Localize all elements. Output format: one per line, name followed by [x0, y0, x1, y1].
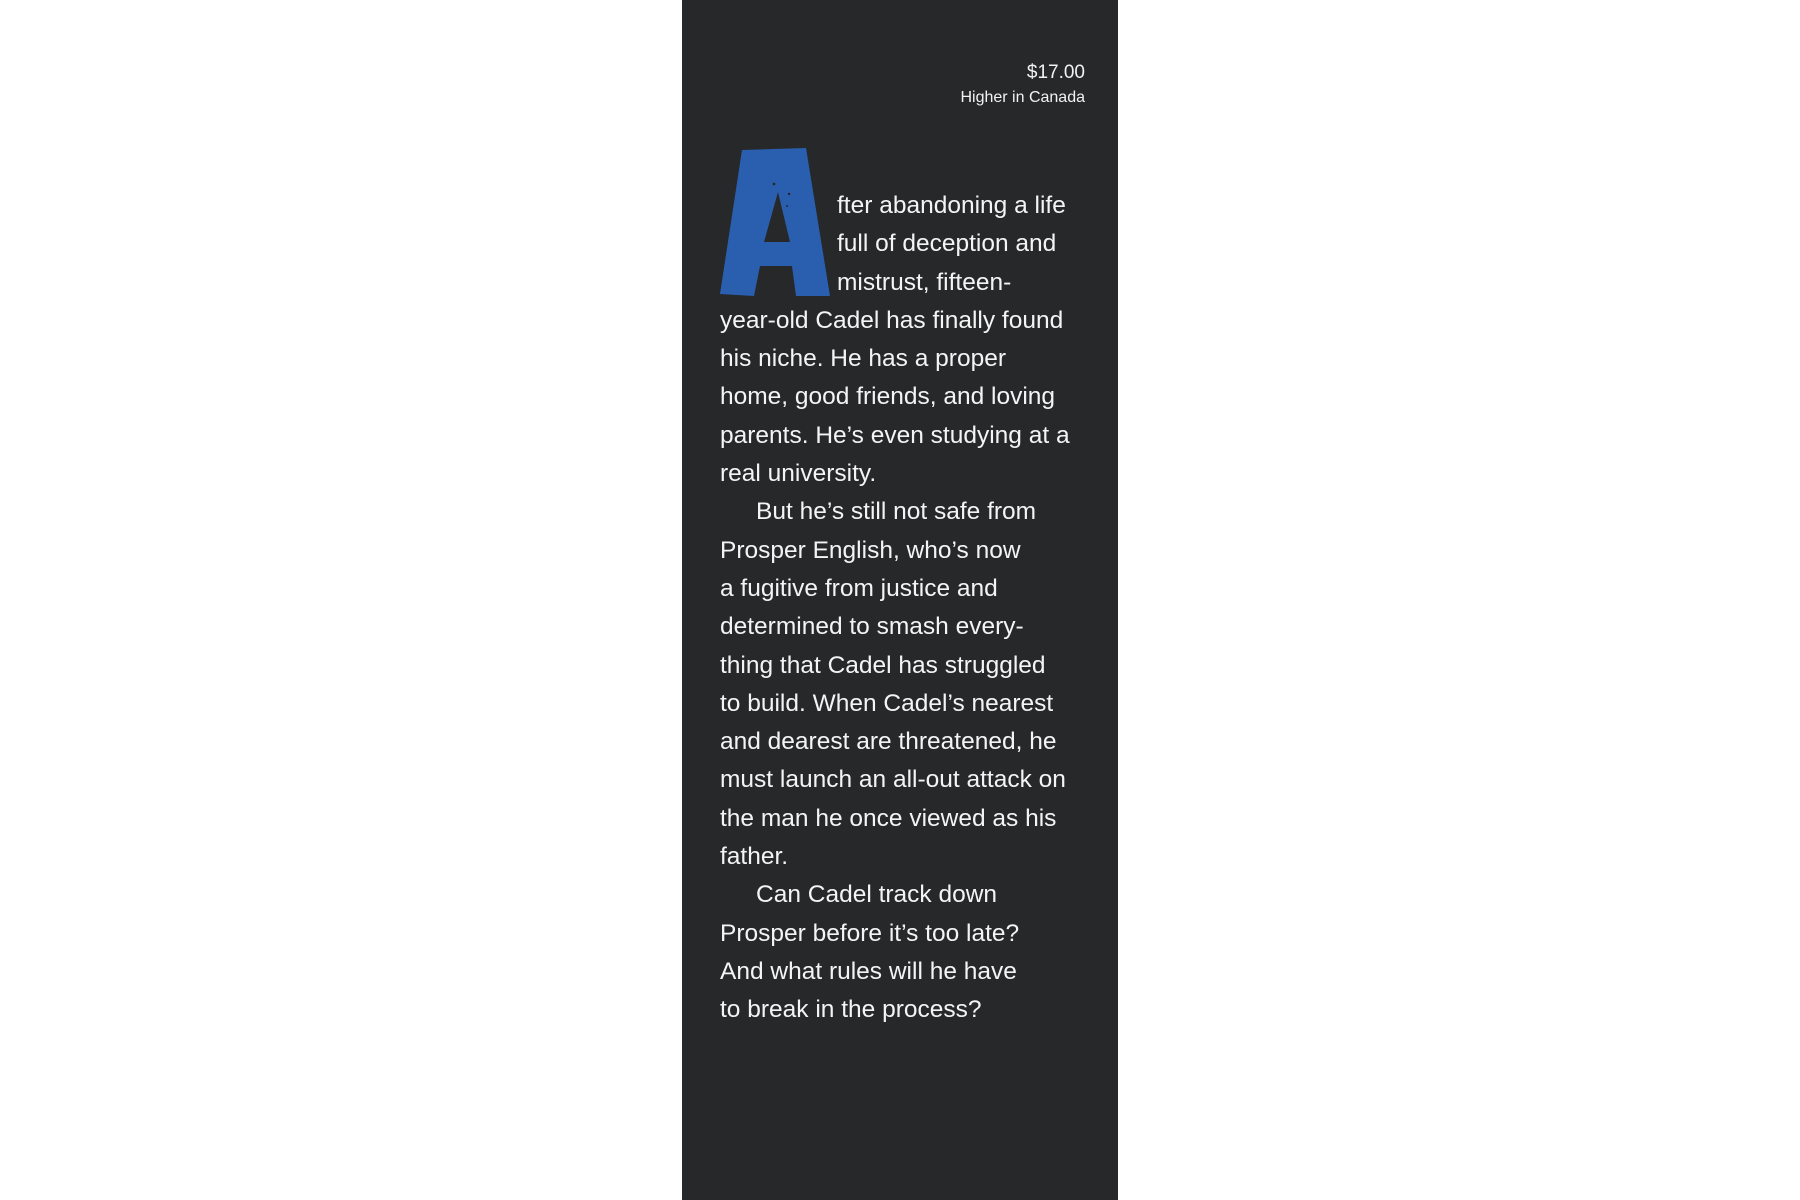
blurb-line: a fugitive from justice and [720, 574, 998, 602]
blurb-line: to build. When Cadel’s nearest [720, 689, 1054, 717]
blurb-line: mistrust, fifteen- [837, 268, 1012, 296]
blurb-line: parents. He’s even studying at a [720, 421, 1070, 449]
blurb-line: But he’s still not safe from [756, 498, 1037, 526]
blurb-line: fter abandoning a life [837, 192, 1066, 219]
blurb-line: year-old Cadel has finally found [720, 306, 1064, 334]
blurb-line: father. [720, 843, 789, 871]
blurb-line: thing that Cadel has struggled [720, 651, 1046, 679]
blurb-line: Prosper English, who’s now [720, 536, 1021, 564]
blurb-line: Can Cadel track down [756, 881, 998, 909]
blurb-line: and dearest are threatened, he [720, 728, 1057, 756]
blurb-line: his niche. He has a proper [720, 345, 1006, 373]
price-block [960, 60, 1085, 110]
price-note: Higher in Canada [960, 89, 1085, 106]
blurb-line: real university. [720, 460, 877, 488]
book-jacket-flap [682, 0, 1118, 1200]
blurb-text [720, 187, 1100, 1030]
blurb-line: Prosper before it’s too late? [720, 919, 1020, 947]
blurb-line: determined to smash every- [720, 613, 1024, 641]
blurb-line: to break in the process? [720, 996, 982, 1024]
blurb-line: And what rules will he have [720, 957, 1017, 985]
blurb-line: home, good friends, and loving [720, 383, 1056, 411]
blurb-line: the man he once viewed as his [720, 804, 1057, 832]
blurb-line: full of deception and [837, 230, 1057, 258]
price: $17.00 [1026, 62, 1085, 83]
blurb-line: must launch an all-out attack on [720, 766, 1066, 794]
